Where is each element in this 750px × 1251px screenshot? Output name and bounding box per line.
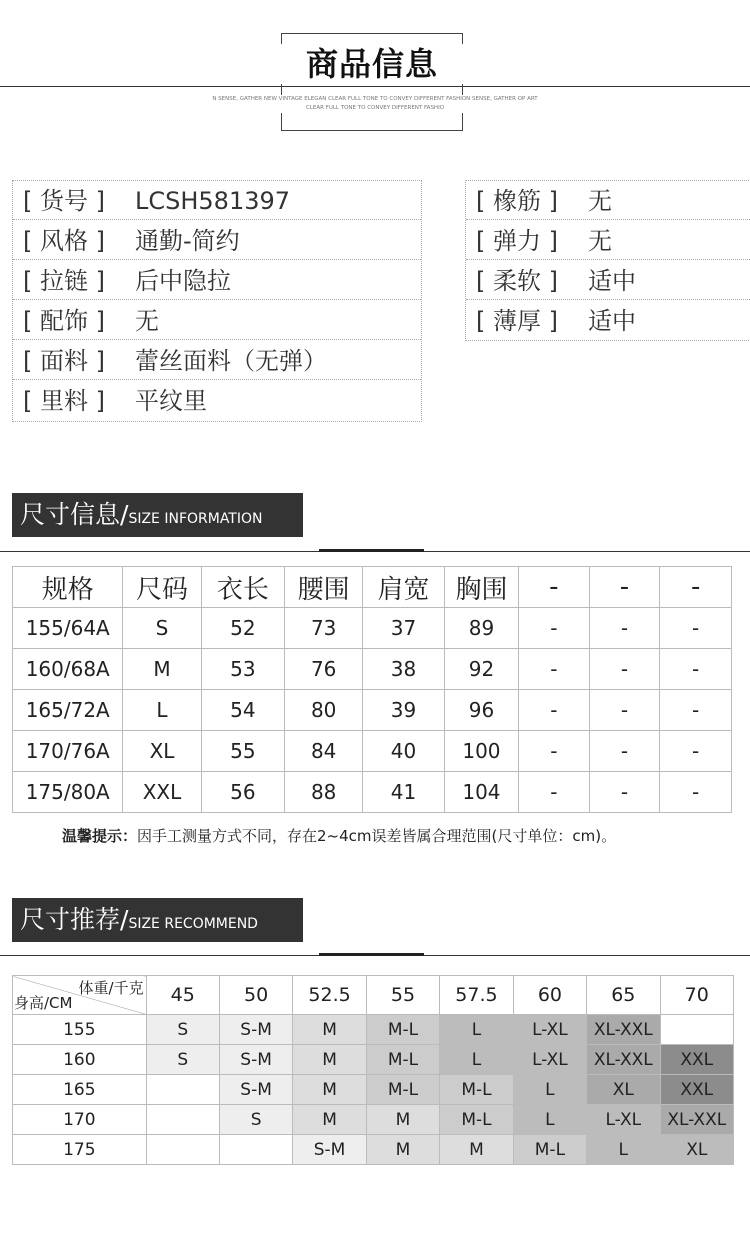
recommend-weight-header: 65	[587, 976, 660, 1015]
size-table-cell: 165/72A	[13, 690, 123, 731]
table-row	[13, 649, 732, 690]
size-table-cell: S	[123, 608, 201, 649]
size-table-header-cell: 腰围	[285, 567, 363, 608]
size-table-cell: 100	[444, 731, 518, 772]
size-table-cell: 38	[363, 649, 445, 690]
recommend-size-cell: S-M	[219, 1015, 292, 1045]
size-table-cell: M	[123, 649, 201, 690]
size-table-cell: 170/76A	[13, 731, 123, 772]
table-row	[13, 1045, 734, 1075]
attribute-row	[13, 181, 421, 220]
attribute-label: [ 橡筋 ]	[476, 187, 558, 215]
size-table-cell: 175/80A	[13, 772, 123, 813]
attribute-label: [ 货号 ]	[23, 187, 105, 215]
size-table-cell: 53	[201, 649, 285, 690]
attribute-row	[466, 181, 750, 220]
table-row	[13, 772, 732, 813]
size-table-header-cell: 肩宽	[363, 567, 445, 608]
attribute-label: [ 弹力 ]	[476, 227, 558, 255]
size-table-cell: -	[519, 649, 590, 690]
table-row	[13, 1015, 734, 1045]
recommend-size-cell: XL-XXL	[587, 1015, 660, 1045]
recommend-size-cell: M-L	[440, 1105, 514, 1135]
size-table-cell: 52	[201, 608, 285, 649]
size-table-header-cell: 衣长	[201, 567, 285, 608]
recommend-size-cell: M-L	[366, 1075, 439, 1105]
recommend-size-cell: L	[440, 1015, 514, 1045]
recommend-size-cell: L-XL	[587, 1105, 660, 1135]
recommend-size-cell: M-L	[513, 1135, 586, 1165]
size-table-header-cell: 尺码	[123, 567, 201, 608]
attribute-row	[13, 261, 421, 300]
recommend-size-cell: XXL	[660, 1075, 733, 1105]
size-table-cell: -	[660, 649, 732, 690]
size-table-cell: -	[660, 608, 732, 649]
attributes-left-panel	[12, 180, 422, 422]
size-recommend-banner-zh: 尺寸推荐/	[20, 905, 129, 934]
table-row	[13, 690, 732, 731]
recommend-size-cell	[146, 1135, 219, 1165]
attribute-value: 无	[135, 307, 159, 335]
size-table-cell: 54	[201, 690, 285, 731]
size-info-rule-accent	[319, 549, 424, 552]
recommend-weight-header: 45	[146, 976, 219, 1015]
size-table-cell: 104	[444, 772, 518, 813]
recommend-corner-cell	[13, 976, 147, 1015]
recommend-size-cell: L	[513, 1075, 586, 1105]
recommend-size-cell: L	[440, 1045, 514, 1075]
attribute-label: [ 配饰 ]	[23, 307, 105, 335]
recommend-size-cell	[219, 1135, 292, 1165]
recommend-size-cell: M-L	[366, 1015, 439, 1045]
size-table-cell: 96	[444, 690, 518, 731]
size-table-header-cell: 规格	[13, 567, 123, 608]
attribute-label: [ 薄厚 ]	[476, 307, 558, 335]
recommend-size-cell: M	[293, 1075, 367, 1105]
size-table-cell: -	[589, 608, 660, 649]
recommend-weight-header: 50	[219, 976, 292, 1015]
recommend-size-cell: L	[587, 1135, 660, 1165]
attribute-value: 无	[588, 187, 612, 215]
recommend-weight-header: 57.5	[440, 976, 514, 1015]
size-table-header-cell: 胸围	[444, 567, 518, 608]
size-table-cell: -	[589, 649, 660, 690]
size-table-header-cell: -	[660, 567, 732, 608]
recommend-weight-header: 52.5	[293, 976, 367, 1015]
size-info-banner	[12, 493, 303, 537]
size-table-cell: 88	[285, 772, 363, 813]
size-table-cell: 76	[285, 649, 363, 690]
recommend-weight-header: 60	[513, 976, 586, 1015]
recommend-size-cell: S-M	[219, 1075, 292, 1105]
size-table-cell: -	[519, 772, 590, 813]
size-table-cell: -	[519, 608, 590, 649]
attribute-value: 平纹里	[135, 387, 207, 415]
recommend-size-cell: XL-XXL	[660, 1105, 733, 1135]
recommend-weight-header: 70	[660, 976, 733, 1015]
recommend-size-cell: S-M	[293, 1135, 367, 1165]
note-text: 因手工测量方式不同，存在2~4cm误差皆属合理范围(尺寸单位：cm)。	[137, 827, 617, 845]
recommend-height-cell: 160	[13, 1045, 147, 1075]
size-table-cell: 39	[363, 690, 445, 731]
size-info-table	[12, 566, 732, 813]
size-table-cell: -	[660, 690, 732, 731]
page-subtitle: N SENSE, GATHER NEW VINTAGE ELEGAN CLEAR FULL TONE TO CONVEY DIFFERENT FASHION SENSE, GATHER OP ART CLEAR FULL TONE TO CONVEY DIFFERENT FASHIO	[210, 95, 540, 113]
size-table-cell: XXL	[123, 772, 201, 813]
recommend-size-cell: S	[146, 1015, 219, 1045]
recommend-size-cell	[146, 1075, 219, 1105]
table-row	[13, 731, 732, 772]
size-table-header-cell: -	[589, 567, 660, 608]
attribute-value: 蕾丝面料（无弹）	[135, 347, 327, 375]
recommend-size-cell: S	[146, 1045, 219, 1075]
size-table-cell: 155/64A	[13, 608, 123, 649]
table-row	[13, 1135, 734, 1165]
size-table-cell: 80	[285, 690, 363, 731]
size-table-cell: 73	[285, 608, 363, 649]
attribute-row	[13, 341, 421, 380]
size-table-cell: -	[589, 772, 660, 813]
size-table-header-row	[13, 567, 732, 608]
size-recommend-banner-en: SIZE RECOMMEND	[128, 916, 258, 932]
recommend-height-cell: 165	[13, 1075, 147, 1105]
attribute-label: [ 风格 ]	[23, 227, 105, 255]
recommend-height-cell: 170	[13, 1105, 147, 1135]
attribute-label: [ 面料 ]	[23, 347, 105, 375]
table-row	[13, 1105, 734, 1135]
measurement-note	[62, 825, 616, 846]
recommend-height-cell: 175	[13, 1135, 147, 1165]
attribute-row	[466, 301, 750, 340]
attribute-row	[13, 301, 421, 340]
recommend-size-cell: S-M	[219, 1045, 292, 1075]
size-table-cell: -	[589, 690, 660, 731]
recommend-size-cell: L-XL	[513, 1015, 586, 1045]
recommend-size-cell: L-XL	[513, 1045, 586, 1075]
attribute-row	[466, 261, 750, 300]
corner-height-label: 身高/CM	[14, 994, 73, 1012]
size-table-cell: 37	[363, 608, 445, 649]
recommend-size-cell: M	[366, 1135, 439, 1165]
size-table-cell: 41	[363, 772, 445, 813]
size-table-cell: 40	[363, 731, 445, 772]
attribute-value: 适中	[588, 267, 636, 295]
recommend-size-cell: M-L	[440, 1075, 514, 1105]
size-recommend-rule-accent	[319, 953, 424, 956]
recommend-size-cell: M-L	[366, 1045, 439, 1075]
attribute-value: 适中	[588, 307, 636, 335]
recommend-size-cell	[660, 1015, 733, 1045]
attribute-value: LCSH581397	[135, 187, 291, 215]
size-recommend-banner	[12, 898, 303, 942]
attribute-value: 通勤-简约	[135, 227, 240, 255]
recommend-size-cell: M	[293, 1015, 367, 1045]
size-table-header-cell: -	[519, 567, 590, 608]
size-table-cell: -	[519, 731, 590, 772]
size-table-cell: 84	[285, 731, 363, 772]
size-table-cell: 55	[201, 731, 285, 772]
recommend-size-cell: L	[513, 1105, 586, 1135]
recommend-size-cell: M	[366, 1105, 439, 1135]
attribute-value: 后中隐拉	[135, 267, 231, 295]
recommend-size-cell: M	[293, 1105, 367, 1135]
attribute-label: [ 柔软 ]	[476, 267, 558, 295]
size-table-cell: -	[589, 731, 660, 772]
size-table-cell: -	[519, 690, 590, 731]
attribute-label: [ 里料 ]	[23, 387, 105, 415]
size-table-cell: 160/68A	[13, 649, 123, 690]
size-table-cell: 89	[444, 608, 518, 649]
recommend-size-cell: XXL	[660, 1045, 733, 1075]
size-info-banner-en: SIZE INFORMATION	[128, 511, 263, 527]
table-row	[13, 1075, 734, 1105]
size-table-cell: -	[660, 772, 732, 813]
attribute-label: [ 拉链 ]	[23, 267, 105, 295]
recommend-weight-header: 55	[366, 976, 439, 1015]
attribute-row	[13, 381, 421, 420]
size-table-cell: L	[123, 690, 201, 731]
recommend-size-cell: M	[293, 1045, 367, 1075]
recommend-size-cell: XL	[587, 1075, 660, 1105]
attribute-value: 无	[588, 227, 612, 255]
size-table-cell: 56	[201, 772, 285, 813]
recommend-size-cell: M	[440, 1135, 514, 1165]
size-table-cell: 92	[444, 649, 518, 690]
page-title: 商品信息	[281, 44, 463, 84]
attributes-right-panel	[465, 180, 750, 341]
corner-weight-label: 体重/千克	[78, 979, 144, 997]
recommend-height-cell: 155	[13, 1015, 147, 1045]
size-table-cell: XL	[123, 731, 201, 772]
recommend-size-cell: XL	[660, 1135, 733, 1165]
table-row	[13, 608, 732, 649]
size-recommend-table	[12, 975, 734, 1165]
attribute-row	[466, 221, 750, 260]
note-label: 温馨提示：	[62, 827, 138, 845]
recommend-size-cell: S	[219, 1105, 292, 1135]
recommend-header-row	[13, 976, 734, 1015]
size-table-cell: -	[660, 731, 732, 772]
size-info-banner-zh: 尺寸信息/	[20, 500, 129, 529]
recommend-size-cell: XL-XXL	[587, 1045, 660, 1075]
attribute-row	[13, 221, 421, 260]
recommend-size-cell	[146, 1105, 219, 1135]
